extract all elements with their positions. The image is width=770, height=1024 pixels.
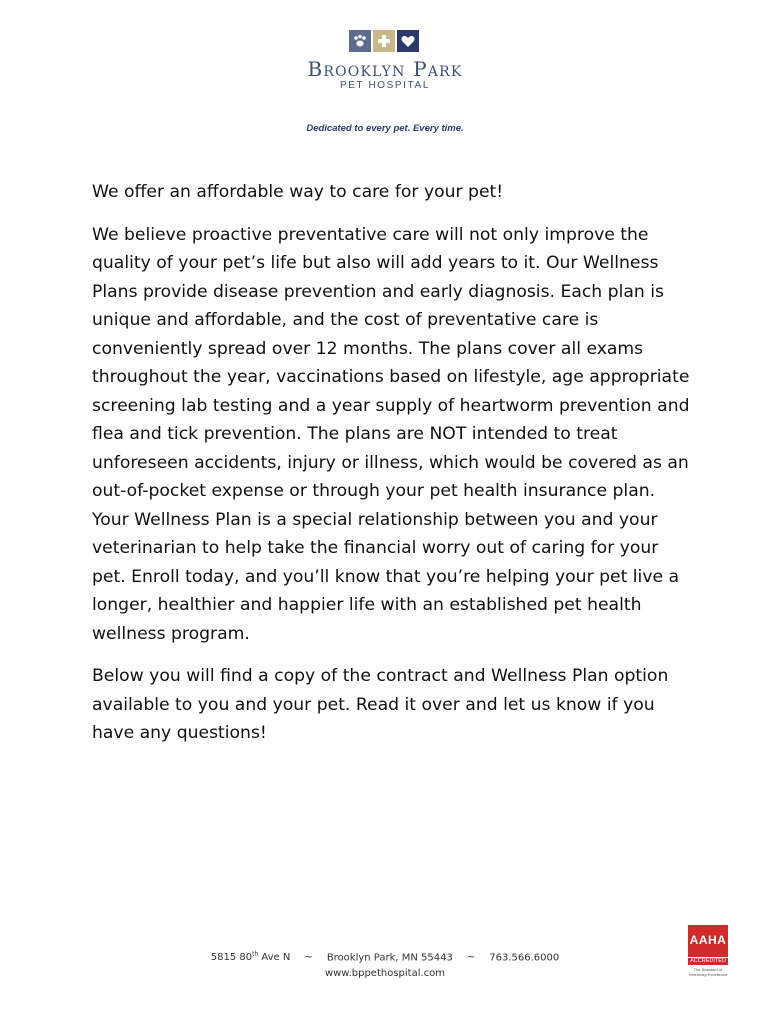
footer-website[interactable]: www.bppethospital.com: [324, 968, 446, 980]
letter-body: [92, 178, 692, 762]
logo-icon-row: [0, 30, 770, 52]
heart-icon: [397, 30, 419, 52]
main-paragraph: We believe proactive preventative care will not only improve the quality of your pet’s life but also will add years to it. Our Wellness Plans provide disease prevention and early diagnosis. Each plan is unique and affordable, and the cost of preventative care is conveniently spread over 12 months. The plans cover all exams throughout the year, vaccinations based on lifestyle, age appropriate screening lab testing and a year supply of heartworm prevention and flea and tick prevention. The plans are NOT intended to treat unforeseen accidents, injury or illness, which would be covered as an out-of-pocket expense or through your pet health insurance plan. Your Wellness Plan is a special relationship between you and your veterinarian to help take the financial worry out of caring for your pet. Enroll today, and you’ll know that you’re helping your pet live a longer, healthier and happier life with an established pet health wellness program.: [92, 224, 690, 644]
closing-paragraph: Below you will find a copy of the contract and Wellness Plan option available to you and your pet. Read it over and let us know if you have any questions!: [92, 666, 669, 743]
hospital-logo: [0, 30, 770, 92]
footer-separator: ~: [466, 952, 476, 964]
paw-icon: [349, 30, 371, 52]
footer-address-line: [0, 947, 770, 966]
footer-city: Brooklyn Park, MN 55443: [326, 952, 453, 964]
cross-icon: [373, 30, 395, 52]
footer: [0, 947, 770, 982]
footer-phone: 763.566.6000: [489, 952, 560, 964]
aaha-logo: AAHA: [688, 925, 728, 957]
aaha-accredited-label: ACCREDITED: [688, 958, 728, 965]
aaha-standard-text: The Standard of Veterinary Excellence: [688, 967, 728, 977]
aaha-accreditation-badge: [688, 925, 728, 983]
brand-name: Brooklyn Park: [307, 57, 463, 81]
footer-separator: ~: [304, 952, 313, 964]
tagline: Dedicated to every pet. Every time.: [306, 123, 464, 134]
intro-paragraph: We offer an affordable way to care for your pet!: [92, 182, 504, 202]
brand-subtitle: PET HOSPITAL: [340, 80, 430, 91]
footer-street: 5815 80th Ave N: [210, 951, 291, 964]
